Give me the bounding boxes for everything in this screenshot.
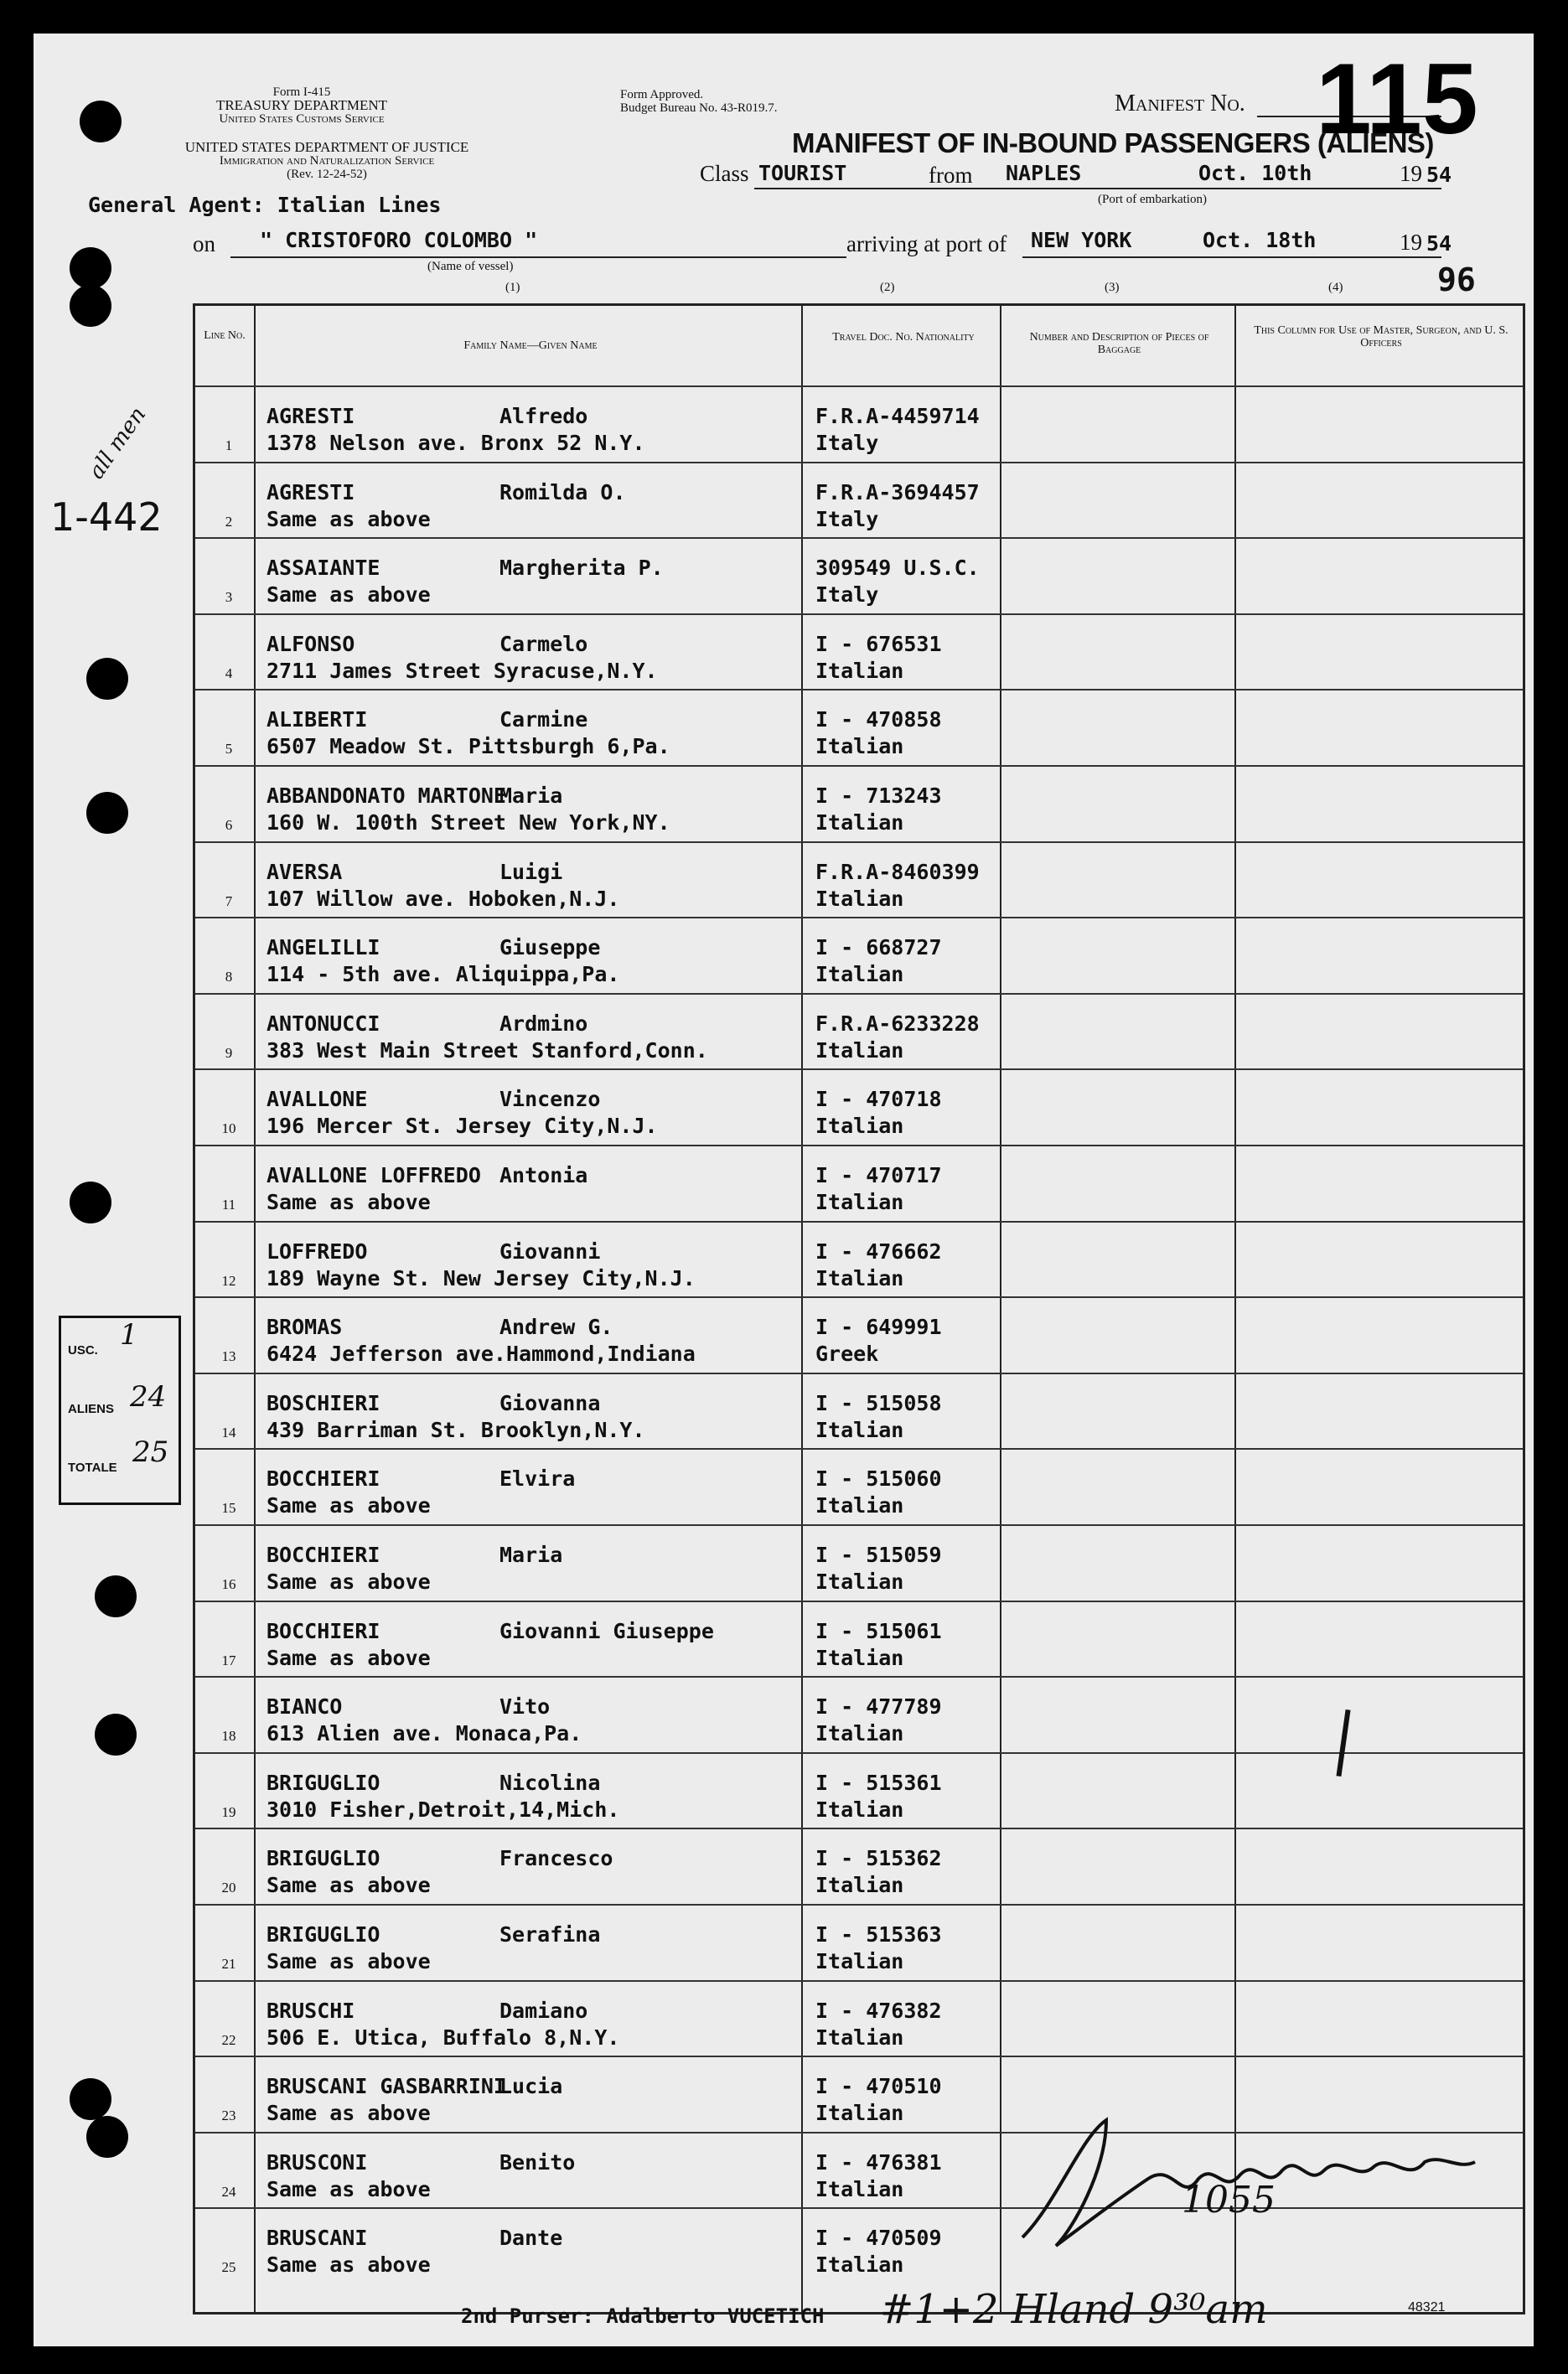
table-row: [195, 385, 1523, 461]
line-number: 24: [221, 2183, 236, 2200]
nationality: Italian: [815, 658, 904, 683]
arrive-year: 54: [1426, 231, 1452, 256]
nationality: Italian: [815, 2101, 904, 2126]
manifest-no-label: Manifest No.: [1115, 91, 1245, 116]
depart-year: 54: [1426, 163, 1452, 187]
given-name: Carmelo: [499, 631, 588, 656]
line-number: 13: [221, 1348, 236, 1365]
arrive-year-prefix: 19: [1400, 230, 1422, 255]
family-name: BRUSCHI: [267, 1998, 355, 2023]
vessel-underline: [230, 256, 846, 258]
travel-doc-number: 309549 U.S.C.: [815, 556, 980, 581]
form-approved-block: [620, 88, 830, 115]
travel-doc-number: I - 470858: [815, 707, 942, 732]
punch-hole: [80, 101, 122, 142]
alien-count-box: [59, 1316, 181, 1505]
family-name: BOCCHIERI: [267, 1543, 380, 1567]
nationality: Italian: [815, 2252, 904, 2278]
family-name: LOFFREDO: [267, 1239, 368, 1264]
address: 6424 Jefferson ave.Hammond,Indiana: [267, 1342, 696, 1367]
travel-doc-number: I - 476381: [815, 2149, 942, 2175]
nationality: Italian: [815, 1265, 904, 1290]
nationality: Italian: [815, 1645, 904, 1670]
line-number: 10: [221, 1120, 236, 1137]
family-name: BRUSCANI GASBARRINI: [267, 2074, 506, 2099]
address: Same as above: [267, 2101, 431, 2126]
family-name: ANGELILLI: [267, 935, 380, 960]
col4-number: (4): [1328, 281, 1343, 294]
nationality: Italy: [815, 431, 879, 455]
given-name: Francesco: [499, 1846, 613, 1871]
nationality: Italian: [815, 886, 904, 911]
line-number: 23: [221, 2108, 236, 2124]
table-row: [195, 613, 1523, 689]
arriving-label: arriving at port of: [846, 231, 1007, 256]
family-name: ALFONSO: [267, 631, 355, 656]
table-row: [195, 1904, 1523, 1979]
given-name: Elvira: [499, 1466, 576, 1492]
travel-doc-number: I - 477789: [815, 1694, 942, 1720]
address: Same as above: [267, 1645, 431, 1670]
depart-date: Oct. 10th: [1198, 161, 1312, 185]
address: 383 West Main Street Stanford,Conn.: [267, 1037, 708, 1063]
given-name: Romilda O.: [499, 479, 626, 504]
manifest-page: [34, 34, 1534, 2346]
travel-doc-number: I - 476662: [815, 1239, 942, 1264]
line-number: 1: [225, 437, 233, 453]
address: 2711 James Street Syracuse,N.Y.: [267, 658, 658, 683]
general-agent: General Agent: Italian Lines: [88, 193, 442, 217]
family-name: BRIGUGLIO: [267, 1770, 380, 1795]
line-number: 19: [221, 1803, 236, 1820]
family-name: AVALLONE LOFFREDO: [267, 1163, 481, 1187]
vessel-name: " CRISTOFORO COLOMBO ": [260, 228, 538, 252]
nationality: Italian: [815, 1037, 904, 1063]
address: 196 Mercer St. Jersey City,N.J.: [267, 1114, 658, 1139]
address: 506 E. Utica, Buffalo 8,N.Y.: [267, 2025, 620, 2050]
travel-doc-number: I - 515363: [815, 1922, 942, 1947]
given-name: Maria: [499, 784, 563, 808]
given-name: Luigi: [499, 859, 563, 884]
col1-number: (1): [505, 281, 520, 294]
nationality: Italian: [815, 1417, 904, 1442]
punch-hole: [95, 1575, 137, 1617]
aliens-value: 24: [130, 1380, 167, 1414]
travel-doc-number: I - 470718: [815, 1087, 942, 1112]
given-name: Giovanna: [499, 1390, 601, 1415]
punch-hole: [70, 2078, 111, 2120]
nationality: Italian: [815, 1949, 904, 1973]
travel-doc-number: I - 476382: [815, 1998, 942, 2023]
manifest-title: MANIFEST OF IN-BOUND PASSENGERS (ALIENS): [792, 127, 1434, 158]
line-number: 17: [221, 1652, 236, 1668]
given-name: Vito: [499, 1694, 551, 1720]
port-embark-caption: (Port of embarkation): [1098, 193, 1207, 206]
justice-block: [184, 141, 469, 181]
purser-note: #1+2 Hland 9³⁰am: [880, 2286, 1268, 2333]
punch-hole: [86, 792, 128, 834]
table-row: [195, 1373, 1523, 1448]
table-row: [195, 1828, 1523, 1903]
address: Same as above: [267, 1493, 431, 1518]
nationality: Italian: [815, 1190, 904, 1214]
ins-service: Immigration and Naturalization Service: [219, 154, 435, 168]
punch-hole: [95, 1714, 137, 1756]
line-number: 7: [225, 892, 233, 909]
form-id-block: [176, 85, 427, 126]
given-name: Alfredo: [499, 404, 588, 428]
travel-doc-number: I - 515362: [815, 1846, 942, 1871]
dept-treasury: TREASURY DEPARTMENT: [215, 97, 388, 113]
address: 160 W. 100th Street New York,NY.: [267, 810, 670, 835]
left-scribble: all men: [84, 402, 152, 484]
nationality: Italian: [815, 1873, 904, 1898]
table-row: [195, 1601, 1523, 1676]
given-name: Vincenzo: [499, 1087, 601, 1112]
hdr-line-no: Line No.: [204, 329, 246, 342]
hdr-family-name: Family Name—Given Name: [463, 339, 598, 352]
travel-doc-number: F.R.A-6233228: [815, 1011, 980, 1036]
address: 114 - 5th ave. Aliquippa,Pa.: [267, 962, 620, 987]
table-row: [195, 1524, 1523, 1600]
vessel-caption: (Name of vessel): [427, 260, 514, 273]
given-name: Dante: [499, 2226, 563, 2251]
given-name: Benito: [499, 2149, 576, 2175]
table-row: [195, 765, 1523, 840]
line-number: 14: [221, 1424, 236, 1440]
table-row: [195, 1221, 1523, 1296]
travel-doc-number: I - 515061: [815, 1618, 942, 1643]
from-label: from: [929, 163, 973, 188]
usc-value: 1: [120, 1318, 138, 1352]
line-number: 21: [221, 1956, 236, 1972]
purser-line: 2nd Purser: Adalberto VUCETICH: [461, 2304, 825, 2328]
address: 439 Barriman St. Brooklyn,N.Y.: [267, 1417, 645, 1442]
given-name: Giovanni Giuseppe: [499, 1618, 714, 1643]
family-name: BROMAS: [267, 1315, 343, 1340]
table-row: [195, 841, 1523, 917]
class-value: TOURIST: [758, 161, 847, 185]
given-name: Ardmino: [499, 1011, 588, 1036]
form-number: Form I-415: [272, 85, 331, 99]
line-number: 20: [221, 1880, 236, 1896]
class-underline: [754, 188, 1441, 189]
travel-doc-number: I - 668727: [815, 935, 942, 960]
family-name: BRUSCANI: [267, 2226, 368, 2251]
punch-hole: [70, 247, 111, 289]
given-name: Andrew G.: [499, 1315, 613, 1340]
punch-hole: [86, 658, 128, 700]
passenger-table: [193, 303, 1525, 2315]
table-row: [195, 689, 1523, 764]
family-name: BIANCO: [267, 1694, 343, 1720]
address: Same as above: [267, 506, 431, 531]
table-row: [195, 1145, 1523, 1220]
hdr-officers: This Column for Use of Master, Surgeon, and U. S. Officers: [1254, 324, 1508, 349]
table-row: [195, 1448, 1523, 1523]
line-number: 9: [225, 1044, 233, 1061]
family-name: BRUSCONI: [267, 2149, 368, 2175]
hdr-travel-doc: Travel Doc. No. Nationality: [832, 331, 975, 344]
given-name: Lucia: [499, 2074, 563, 2099]
address: 6507 Meadow St. Pittsburgh 6,Pa.: [267, 734, 670, 759]
depart-year-prefix: 19: [1400, 161, 1422, 186]
form-approved: Form Approved.: [620, 88, 704, 101]
budget-bureau: Budget Bureau No. 43-R019.7.: [620, 101, 778, 115]
nationality: Italian: [815, 1114, 904, 1139]
col2-number: (2): [880, 281, 895, 294]
given-name: Antonia: [499, 1163, 588, 1187]
nationality: Italian: [815, 810, 904, 835]
family-name: ASSAIANTE: [267, 556, 380, 581]
family-name: ABBANDONATO MARTONE: [267, 784, 506, 808]
family-name: ALIBERTI: [267, 707, 368, 732]
table-row: [195, 462, 1523, 537]
revision: (Rev. 12-24-52): [287, 168, 367, 181]
travel-doc-number: I - 470509: [815, 2226, 942, 2251]
arrive-date: Oct. 18th: [1203, 228, 1317, 252]
col3-number: (3): [1105, 281, 1120, 294]
family-name: AVALLONE: [267, 1087, 368, 1112]
line-number: 15: [221, 1500, 236, 1517]
travel-doc-number: I - 515361: [815, 1770, 942, 1795]
given-name: Giovanni: [499, 1239, 601, 1264]
family-name: BRIGUGLIO: [267, 1846, 380, 1871]
table-row: [195, 993, 1523, 1068]
nationality: Italian: [815, 1493, 904, 1518]
line-number: 18: [221, 1728, 236, 1745]
punch-hole: [70, 285, 111, 327]
given-name: Damiano: [499, 1998, 588, 2023]
nationality: Italian: [815, 734, 904, 759]
nationality: Italy: [815, 582, 879, 608]
address: Same as above: [267, 2252, 431, 2278]
page-number: 96: [1437, 261, 1476, 298]
address: Same as above: [267, 582, 431, 608]
arrive-port: NEW YORK: [1031, 228, 1132, 252]
address: 613 Alien ave. Monaca,Pa.: [267, 1721, 582, 1746]
travel-doc-number: F.R.A-8460399: [815, 859, 980, 884]
address: Same as above: [267, 1949, 431, 1973]
line-number: 4: [225, 665, 233, 681]
line-number: 22: [221, 2031, 236, 2048]
given-name: Nicolina: [499, 1770, 601, 1795]
travel-doc-number: I - 470717: [815, 1163, 942, 1187]
nationality: Greek: [815, 1342, 879, 1367]
travel-doc-number: I - 649991: [815, 1315, 942, 1340]
nationality: Italy: [815, 506, 879, 531]
class-label: Class: [700, 161, 749, 186]
line-number: 25: [221, 2259, 236, 2276]
table-row: [195, 1296, 1523, 1372]
family-name: BOSCHIERI: [267, 1390, 380, 1415]
travel-doc-number: I - 713243: [815, 784, 942, 808]
line-number: 16: [221, 1576, 236, 1592]
left-number: 1-442: [50, 494, 163, 540]
line-number: 8: [225, 969, 233, 985]
on-label: on: [193, 231, 215, 256]
usc-label: USC.: [68, 1343, 98, 1358]
table-row: [195, 1980, 1523, 2056]
arrive-underline: [1022, 256, 1441, 258]
hdr-baggage: Number and Description of Pieces of Baggage: [1029, 331, 1209, 356]
nationality: Italian: [815, 962, 904, 987]
family-name: BOCCHIERI: [267, 1618, 380, 1643]
manifest-number: 115: [1316, 43, 1478, 155]
totale-value: 25: [132, 1435, 169, 1469]
address: 1378 Nelson ave. Bronx 52 N.Y.: [267, 431, 645, 455]
line-number: 5: [225, 741, 233, 758]
table-row: [195, 917, 1523, 992]
travel-doc-number: F.R.A-3694457: [815, 479, 980, 504]
line-number: 12: [221, 1272, 236, 1289]
travel-doc-number: F.R.A-4459714: [815, 404, 980, 428]
nationality: Italian: [815, 1797, 904, 1822]
given-name: Serafina: [499, 1922, 601, 1947]
family-name: BRIGUGLIO: [267, 1922, 380, 1947]
signature-number: 1055: [1182, 2179, 1276, 2221]
family-name: AGRESTI: [267, 404, 355, 428]
line-number: 6: [225, 817, 233, 833]
travel-doc-number: I - 515059: [815, 1543, 942, 1567]
doc-code: 48321: [1408, 2300, 1446, 2315]
address: 107 Willow ave. Hoboken,N.J.: [267, 886, 620, 911]
address: Same as above: [267, 2176, 431, 2201]
table-row: [195, 1068, 1523, 1144]
customs-service: United States Customs Service: [219, 112, 385, 126]
address: 3010 Fisher,Detroit,14,Mich.: [267, 1797, 620, 1822]
aliens-label: ALIENS: [68, 1402, 115, 1416]
nationality: Italian: [815, 2176, 904, 2201]
table-row: [195, 1752, 1523, 1828]
table-row: [195, 1676, 1523, 1751]
travel-doc-number: I - 676531: [815, 631, 942, 656]
travel-doc-number: I - 515058: [815, 1390, 942, 1415]
table-row: [195, 537, 1523, 613]
nationality: Italian: [815, 2025, 904, 2050]
address: Same as above: [267, 1570, 431, 1594]
family-name: BOCCHIERI: [267, 1466, 380, 1492]
family-name: AVERSA: [267, 859, 343, 884]
family-name: AGRESTI: [267, 479, 355, 504]
address: 189 Wayne St. New Jersey City,N.J.: [267, 1265, 696, 1290]
nationality: Italian: [815, 1721, 904, 1746]
line-number: 11: [221, 1197, 236, 1213]
punch-hole: [86, 2116, 128, 2158]
address: Same as above: [267, 1190, 431, 1214]
from-value: NAPLES: [1006, 161, 1082, 185]
given-name: Giuseppe: [499, 935, 601, 960]
family-name: ANTONUCCI: [267, 1011, 380, 1036]
travel-doc-number: I - 515060: [815, 1466, 942, 1492]
given-name: Maria: [499, 1543, 563, 1567]
dept-justice: UNITED STATES DEPARTMENT OF JUSTICE: [184, 139, 469, 155]
line-number: 3: [225, 589, 233, 606]
travel-doc-number: I - 470510: [815, 2074, 942, 2099]
given-name: Margherita P.: [499, 556, 664, 581]
address: Same as above: [267, 1873, 431, 1898]
given-name: Carmine: [499, 707, 588, 732]
punch-hole: [70, 1182, 111, 1223]
nationality: Italian: [815, 1570, 904, 1594]
totale-label: TOTALE: [68, 1461, 117, 1475]
line-number: 2: [225, 513, 233, 530]
